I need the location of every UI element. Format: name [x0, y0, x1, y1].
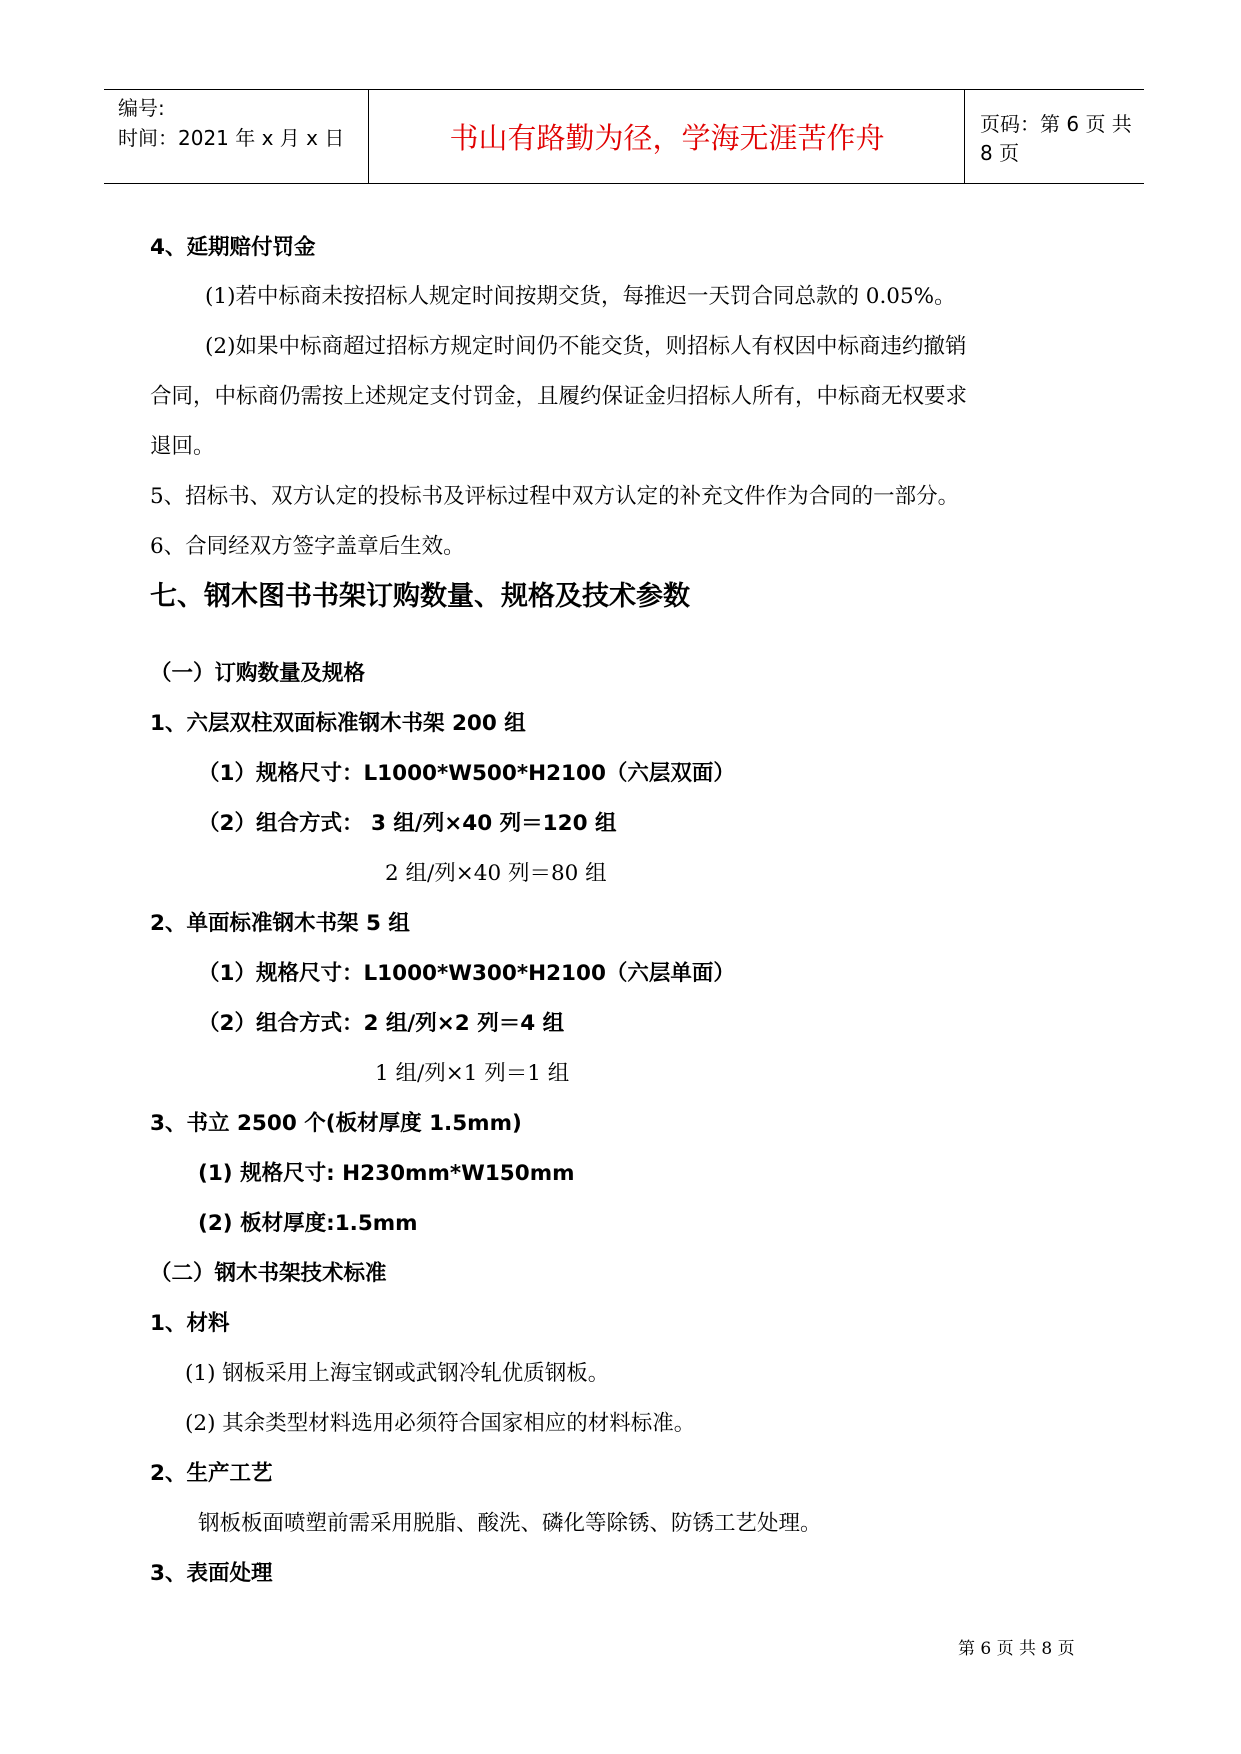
spec-size-single: （1）规格尺寸：L1000*W300*H2100（六层单面）: [198, 961, 735, 986]
paragraph-penalty-2-cont: 合同，中标商仍需按上述规定支付罚金，且履约保证金归招标人所有，中标商无权要求: [150, 384, 968, 409]
document-time-label: 时间：2021 年 x 月 x 日: [118, 126, 345, 150]
paragraph-penalty-1: (1)若中标商未按招标人规定时间按期交货，每推迟一天罚合同总款的 0.05%。: [205, 284, 956, 309]
spec-thickness-bookend: (2) 板材厚度:1.5mm: [198, 1211, 418, 1236]
spec-size-bookend: (1) 规格尺寸: H230mm*W150mm: [198, 1161, 575, 1186]
header-page-label: 页码：第 6 页 共 8 页: [980, 111, 1132, 165]
item-heading-surface: 3、表面处理: [150, 1561, 273, 1586]
section-heading-4: 4、延期赔付罚金: [150, 235, 316, 260]
paragraph-item-6: 6、合同经双方签字盖章后生效。: [150, 534, 465, 559]
document-number-label: 编号:: [118, 96, 165, 120]
item-heading-bookshelf-single: 2、单面标准钢木书架 5 组: [150, 911, 410, 936]
spec-size-double: （1）规格尺寸：L1000*W500*H2100（六层双面）: [198, 761, 735, 786]
chapter-heading-7: 七、钢木图书书架订购数量、规格及技术参数: [150, 581, 690, 612]
page-footer-number: 第 6 页 共 8 页: [958, 1639, 1075, 1659]
spec-combination-single-2: 1 组/列×1 列＝1 组: [375, 1061, 570, 1086]
item-heading-materials: 1、材料: [150, 1311, 230, 1336]
paragraph-penalty-2: (2)如果中标商超过招标方规定时间仍不能交货，则招标人有权因中标商违约撤销: [205, 334, 967, 359]
subsection-heading-1: （一）订购数量及规格: [150, 661, 366, 686]
paragraph-materials-2: (2) 其余类型材料选用必须符合国家相应的材料标准。: [185, 1411, 696, 1436]
page-header: [104, 89, 1144, 184]
header-divider-left: [368, 90, 369, 183]
paragraph-materials-1: (1) 钢板采用上海宝钢或武钢冷轧优质钢板。: [185, 1361, 610, 1386]
item-heading-bookend: 3、书立 2500 个(板材厚度 1.5mm): [150, 1111, 522, 1136]
subsection-heading-2: （二）钢木书架技术标准: [150, 1261, 387, 1286]
header-motto: 书山有路勤为径，学海无涯苦作舟: [449, 121, 885, 155]
header-meta: [118, 90, 368, 183]
item-heading-bookshelf-double: 1、六层双柱双面标准钢木书架 200 组: [150, 711, 526, 736]
item-heading-process: 2、生产工艺: [150, 1461, 273, 1486]
spec-combination-double-2: 2 组/列×40 列＝80 组: [385, 861, 607, 886]
header-divider-right: [964, 90, 965, 183]
paragraph-process: 钢板板面喷塑前需采用脱脂、酸洗、磷化等除锈、防锈工艺处理。: [198, 1511, 822, 1536]
paragraph-item-5: 5、招标书、双方认定的投标书及评标过程中双方认定的补充文件作为合同的一部分。: [150, 484, 960, 509]
spec-combination-single-1: （2）组合方式：2 组/列×2 列＝4 组: [198, 1011, 565, 1036]
paragraph-penalty-2-end: 退回。: [150, 434, 215, 459]
spec-combination-double-1: （2）组合方式： 3 组/列×40 列＝120 组: [198, 811, 617, 836]
